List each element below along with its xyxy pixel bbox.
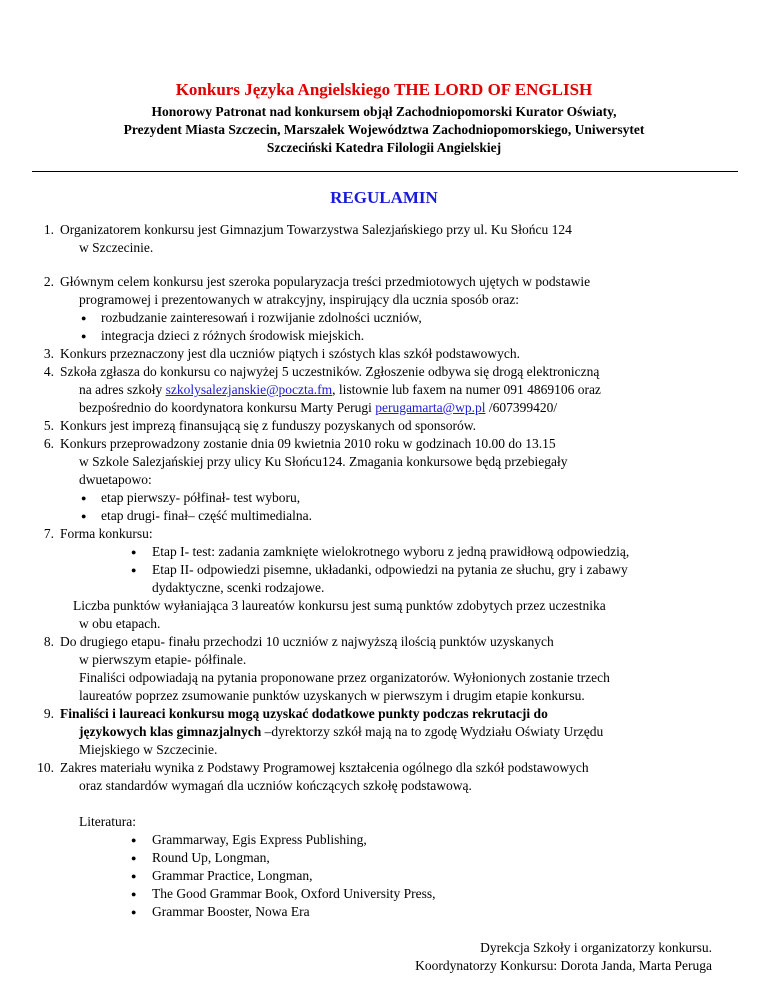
bullet-icon: ● bbox=[81, 493, 87, 503]
item-text: w Szczecinie. bbox=[79, 240, 154, 255]
item-text: w Szkole Salezjańskiej przy ulicy Ku Słońcu124. Zmagania konkursowe będą przebiegały bbox=[79, 454, 568, 469]
item-text: Szkoła zgłasza do konkursu co najwyżej 5 uczestników. Zgłoszenie odbywa się drogą elektroniczną bbox=[60, 364, 600, 379]
bullet-icon: ● bbox=[81, 313, 87, 323]
item-number: 9. bbox=[43, 706, 54, 721]
item-text: Konkurs przeznaczony jest dla uczniów piątych i szóstych klas szkół podstawowych. bbox=[60, 346, 521, 361]
bullet-text: etap pierwszy- półfinał- test wyboru, bbox=[101, 490, 301, 505]
patronage-line: Prezydent Miasta Szczecin, Marszałek Województwa Zachodniopomorskiego, Uniwersytet bbox=[123, 122, 645, 137]
bullet-icon: ● bbox=[131, 907, 137, 917]
bullet-icon: ● bbox=[131, 565, 137, 575]
item-number: 2. bbox=[43, 274, 54, 289]
bullet-text: dydaktyczne, scenki rodzajowe. bbox=[152, 580, 325, 595]
bullet-text: etap drugi- finał– część multimedialna. bbox=[101, 508, 313, 523]
item-text: Konkurs przeprowadzony zostanie dnia 09 kwietnia 2010 roku w godzinach 10.00 do 13.15 bbox=[60, 436, 556, 451]
literature-item: Round Up, Longman, bbox=[152, 850, 270, 865]
patronage-text bbox=[60, 103, 708, 157]
footer-signature: Dyrekcja Szkoły i organizatorzy konkursu. bbox=[480, 940, 712, 955]
bullet-icon: ● bbox=[131, 871, 137, 881]
item-number: 4. bbox=[43, 364, 54, 379]
item-text: laureatów poprzez zsumowanie punktów uzyskanych w pierwszym i drugim etapie konkursu. bbox=[79, 688, 585, 703]
bullet-icon: ● bbox=[131, 853, 137, 863]
bullet-icon: ● bbox=[81, 511, 87, 521]
bullet-icon: ● bbox=[131, 889, 137, 899]
bullet-icon: ● bbox=[81, 331, 87, 341]
patronage-line: Honorowy Patronat nad konkursem objął Zachodniopomorski Kurator Oświaty, bbox=[151, 104, 617, 119]
item-text: Liczba punktów wyłaniająca 3 laureatów konkursu jest sumą punktów zdobytych przez uczestnika bbox=[73, 598, 606, 613]
item-text: w pierwszym etapie- półfinale. bbox=[79, 652, 247, 667]
footer-coordinators: Koordynatorzy Konkursu: Dorota Janda, Marta Peruga bbox=[415, 958, 712, 973]
item-text: na adres szkoły szkolysalezjanskie@poczta.fm, listownie lub faxem na numer 091 4869106 oraz bbox=[79, 382, 601, 397]
bullet-text: Etap I- test: zadania zamknięte wielokrotnego wyboru z jedną prawidłową odpowiedzią, bbox=[152, 544, 630, 559]
item-number: 10. bbox=[37, 760, 54, 775]
item-text: bezpośrednio do koordynatora konkursu Marty Perugi perugamarta@wp.pl /607399420/ bbox=[79, 400, 558, 415]
contest-title: Konkurs Języka Angielskiego THE LORD OF ENGLISH bbox=[175, 80, 593, 99]
bullet-text: integracja dzieci z różnych środowisk miejskich. bbox=[101, 328, 365, 343]
literature-item: The Good Grammar Book, Oxford University Press, bbox=[152, 886, 436, 901]
item-number: 5. bbox=[43, 418, 54, 433]
item-text: programowej i prezentowanych w atrakcyjny, inspirujący dla ucznia sposób oraz: bbox=[79, 292, 519, 307]
item-text-bold: Finaliści i laureaci konkursu mogą uzyskać dodatkowe punkty podczas rekrutacji do bbox=[60, 706, 548, 721]
regulamin-heading: REGULAMIN bbox=[330, 188, 438, 207]
item-number: 3. bbox=[43, 346, 54, 361]
item-text: dwuetapowo: bbox=[79, 472, 152, 487]
item-text: Organizatorem konkursu jest Gimnazjum Towarzystwa Salezjańskiego przy ul. Ku Słońcu 124 bbox=[60, 222, 572, 237]
item-text: Forma konkursu: bbox=[60, 526, 153, 541]
literature-item: Grammarway, Egis Express Publishing, bbox=[152, 832, 367, 847]
item-number: 8. bbox=[43, 634, 54, 649]
bullet-text: rozbudzanie zainteresowań i rozwijanie zdolności uczniów, bbox=[101, 310, 422, 325]
bullet-icon: ● bbox=[131, 547, 137, 557]
patronage-line: Szczeciński Katedra Filologii Angielskiej bbox=[266, 140, 502, 155]
item-number: 1. bbox=[43, 222, 54, 237]
literature-label: Literatura: bbox=[79, 814, 136, 829]
item-text: Do drugiego etapu- finału przechodzi 10 uczniów z najwyższą ilością punktów uzyskanych bbox=[60, 634, 554, 649]
item-number: 6. bbox=[43, 436, 54, 451]
item-number: 7. bbox=[43, 526, 54, 541]
bullet-icon: ● bbox=[131, 835, 137, 845]
item-text: oraz standardów wymagań dla uczniów kończących szkołę podstawową. bbox=[79, 778, 472, 793]
literature-item: Grammar Booster, Nowa Era bbox=[152, 904, 310, 919]
coordinator-email-link[interactable]: perugamarta@wp.pl bbox=[375, 400, 486, 415]
horizontal-divider bbox=[32, 171, 738, 172]
item-text: w obu etapach. bbox=[79, 616, 161, 631]
item-text: Miejskiego w Szczecinie. bbox=[79, 742, 218, 757]
item-text: Konkurs jest imprezą finansującą się z funduszy pozyskanych od sponsorów. bbox=[60, 418, 477, 433]
bullet-text: Etap II- odpowiedzi pisemne, układanki, odpowiedzi na pytania ze słuchu, gry i zabawy bbox=[152, 562, 628, 577]
literature-item: Grammar Practice, Longman, bbox=[152, 868, 313, 883]
item-text: Głównym celem konkursu jest szeroka popularyzacja treści przedmiotowych ujętych w podstawie bbox=[60, 274, 591, 289]
item-text: Finaliści odpowiadają na pytania proponowane przez organizatorów. Wyłonionych zostanie trzech bbox=[79, 670, 610, 685]
item-text: językowych klas gimnazjalnych –dyrektorzy szkół mają na to zgodę Wydziału Oświaty Urzędu bbox=[79, 724, 604, 739]
school-email-link[interactable]: szkolysalezjanskie@poczta.fm bbox=[165, 382, 333, 397]
item-text: Zakres materiału wynika z Podstawy Programowej kształcenia ogólnego dla szkół podstawowych bbox=[60, 760, 589, 775]
